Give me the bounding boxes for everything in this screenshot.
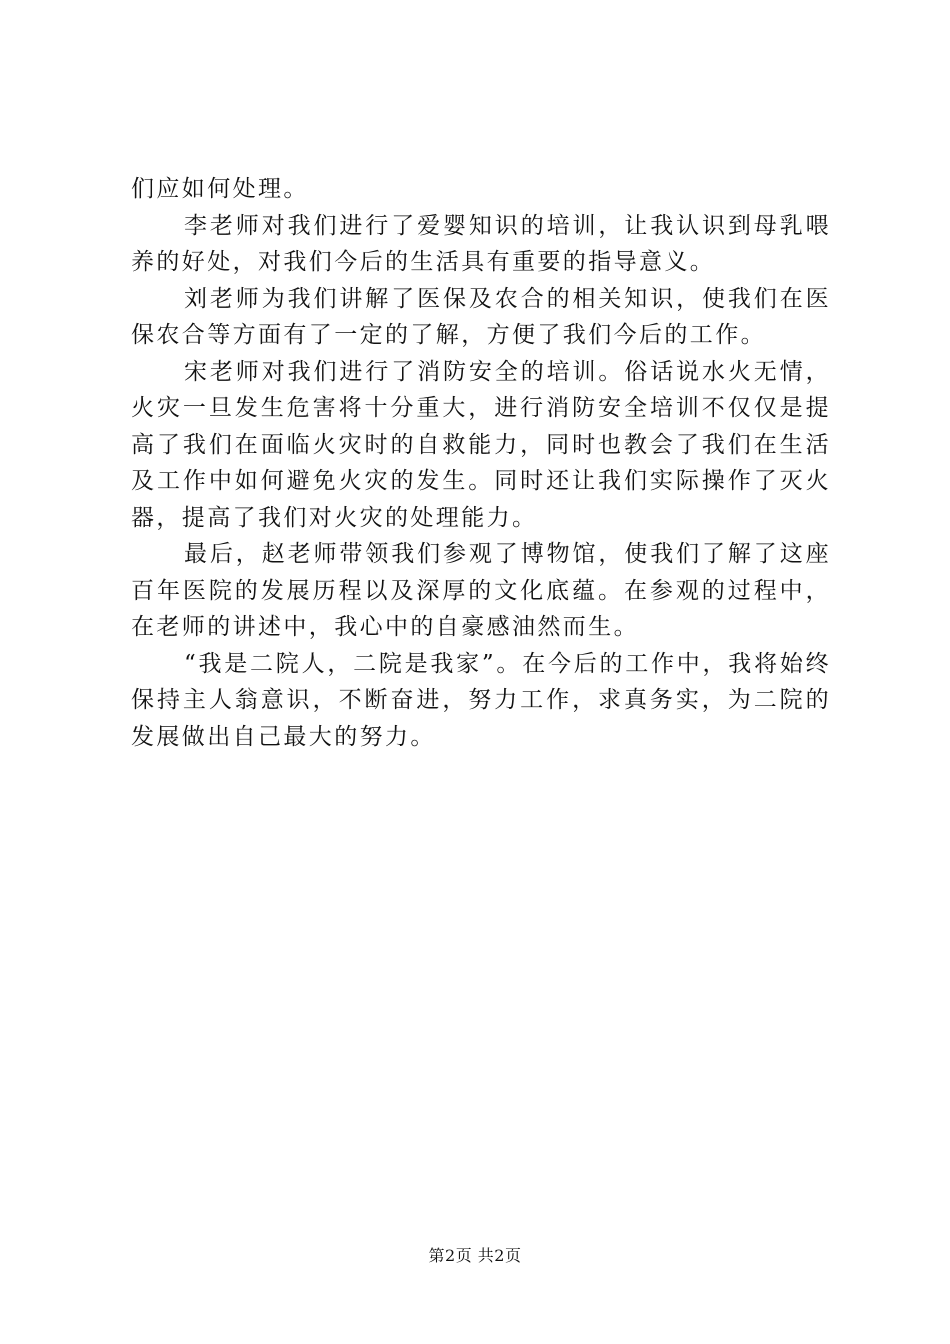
paragraph-continuation: 们应如何处理。 — [131, 176, 309, 202]
document-body — [131, 171, 831, 755]
paragraph-medical-insurance: 刘老师为我们讲解了医保及农合的相关知识，使我们在医保农合等方面有了一定的了解，方便了我们今后的工作。 — [131, 285, 831, 348]
paragraph-fire-safety: 宋老师对我们进行了消防安全的培训。俗话说水火无情，火灾一旦发生危害将十分重大，进行消防安全培训不仅仅是提高了我们在面临火灾时的自救能力，同时也教会了我们在生活及工作中如何避免火灾的发生。同时还让我们实际操作了灭火器，提高了我们对火灾的处理能力。 — [131, 358, 831, 531]
paragraph-conclusion: “我是二院人，二院是我家”。在今后的工作中，我将始终保持主人翁意识，不断奋进，努力工作，求真务实，为二院的发展做出自己最大的努力。 — [131, 650, 831, 750]
page-number-footer: 第2页 共2页 — [428, 1246, 522, 1265]
paragraph-museum-visit: 最后，赵老师带领我们参观了博物馆，使我们了解了这座百年医院的发展历程以及深厚的文化底蕴。在参观的过程中，在老师的讲述中，我心中的自豪感油然而生。 — [131, 541, 831, 640]
paragraph-breastfeeding-training: 李老师对我们进行了爱婴知识的培训，让我认识到母乳喂养的好处，对我们今后的生活具有重要的指导意义。 — [131, 212, 831, 275]
